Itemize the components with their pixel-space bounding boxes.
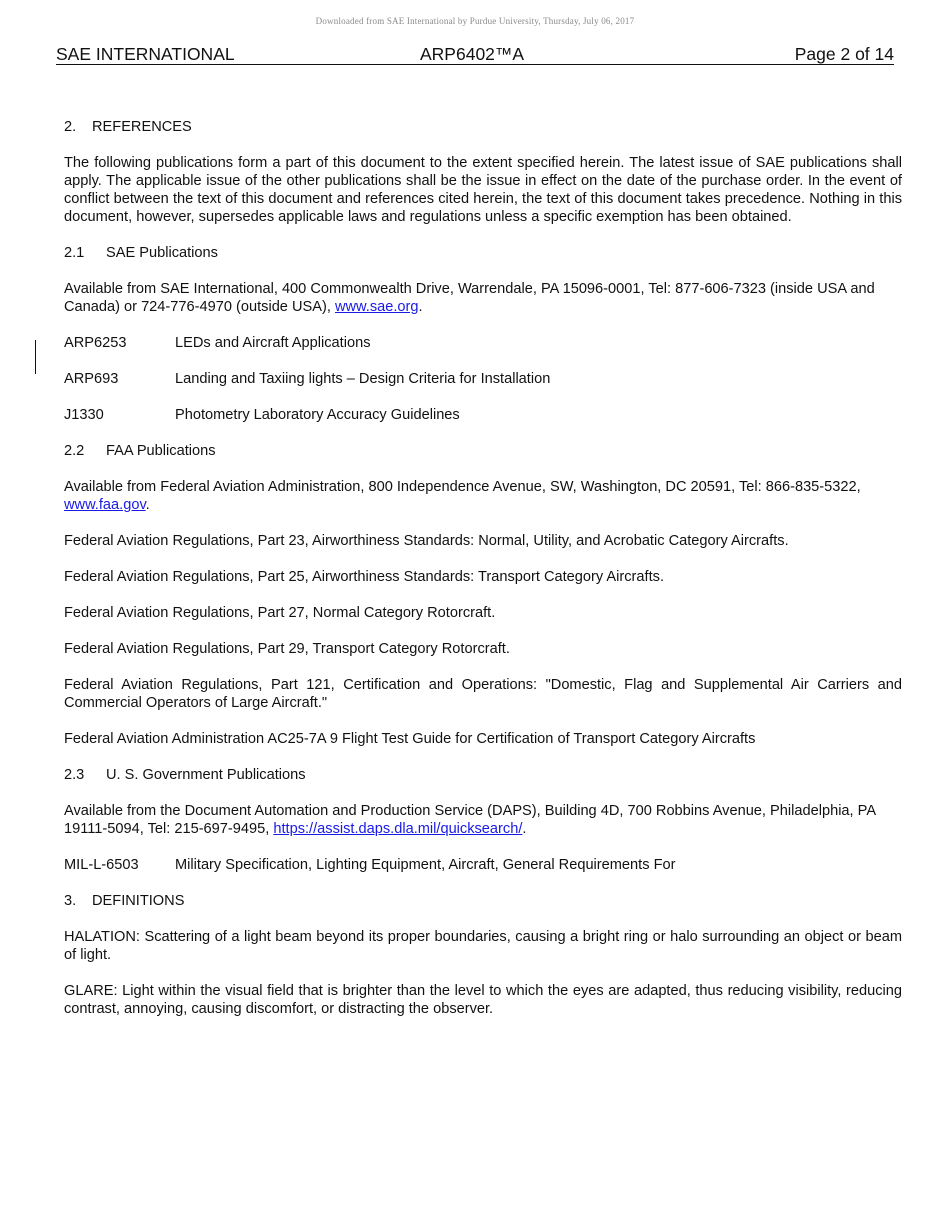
revision-change-bar: [35, 340, 36, 374]
reference-entry: [64, 370, 902, 388]
reference-title: Military Specification, Lighting Equipment, Aircraft, General Requirements For: [175, 857, 676, 873]
sentence-end: .: [418, 299, 423, 315]
section-number: 2.: [64, 119, 77, 135]
section-heading-definitions: [64, 892, 902, 910]
availability-text: Available from the Document Automation and Production Service (DAPS), Building 4D, 700 Robbins Avenue, Philadelphia, PA 19111-5094, Tel: 215-697-9495,: [64, 803, 876, 837]
reference-entry: [64, 406, 902, 424]
subsection-title: FAA Publications: [106, 443, 216, 459]
sae-website-link[interactable]: www.sae.org: [334, 299, 419, 315]
reference-code: MIL-L-6503: [64, 857, 139, 873]
header-doc-id: ARP6402™A: [420, 44, 525, 64]
assist-quicksearch-link[interactable]: https://assist.daps.dla.mil/quicksearch/: [273, 821, 523, 837]
references-intro-paragraph: The following publications form a part of this document to the extent specified herein. The latest issue of SAE publications shall apply. The applicable issue of the other publications shall be the issue in effect on the date of the purchase order. In the event of conflict between the text of this document and references cited herein, the text of this document takes precedence. Nothing in this document, however, supersedes applicable laws and regulations unless a specific exemption has been obtained.: [64, 155, 902, 225]
section-heading-references: [64, 118, 902, 136]
sae-availability-paragraph: [64, 280, 902, 316]
subsection-heading-government-publications: [64, 766, 902, 784]
header-page-number: Page 2 of 14: [794, 44, 894, 64]
reference-title: Landing and Taxiing lights – Design Criteria for Installation: [175, 371, 551, 387]
subsection-number: 2.2: [64, 443, 85, 459]
definition-glare: GLARE: Light within the visual field that is brighter than the level to which the eyes are adapted, thus reducing visibility, reducing contrast, annoying, causing discomfort, or distracting the observer.: [64, 983, 902, 1017]
reference-entry: [64, 856, 902, 874]
reference-title: Photometry Laboratory Accuracy Guidelines: [175, 407, 460, 423]
faa-reference-item: Federal Aviation Regulations, Part 121, Certification and Operations: "Domestic, Flag and Supplemental Air Carriers and Commercial Operators of Large Aircraft.": [64, 677, 902, 711]
document-body: [64, 118, 902, 1036]
faa-availability-paragraph: [64, 478, 902, 514]
subsection-heading-sae-publications: [64, 244, 902, 262]
faa-reference-item: Federal Aviation Regulations, Part 23, Airworthiness Standards: Normal, Utility, and Acrobatic Category Aircrafts.: [64, 533, 789, 549]
reference-title: LEDs and Aircraft Applications: [175, 335, 371, 351]
subsection-title: SAE Publications: [106, 245, 218, 261]
faa-reference-item: Federal Aviation Regulations, Part 29, Transport Category Rotorcraft.: [64, 641, 510, 657]
faa-reference-item: Federal Aviation Regulations, Part 27, Normal Category Rotorcraft.: [64, 605, 496, 621]
section-title: REFERENCES: [92, 119, 192, 135]
download-watermark: Downloaded from SAE International by Purdue University, Thursday, July 06, 2017: [315, 16, 635, 26]
faa-reference-item: Federal Aviation Regulations, Part 25, Airworthiness Standards: Transport Category Aircrafts.: [64, 569, 664, 585]
sentence-end: .: [522, 821, 527, 837]
reference-code: J1330: [64, 407, 104, 423]
sentence-end: .: [145, 497, 150, 513]
faa-reference-item: Federal Aviation Administration AC25-7A 9 Flight Test Guide for Certification of Transport Category Aircrafts: [64, 731, 756, 747]
availability-text: Available from SAE International, 400 Commonwealth Drive, Warrendale, PA 15096-0001, Tel: 877-606-7323 (inside USA and Canada) or 724-776-4970 (outside USA),: [64, 281, 875, 315]
subsection-heading-faa-publications: [64, 442, 902, 460]
section-number: 3.: [64, 893, 77, 909]
reference-entry: [64, 334, 902, 352]
subsection-number: 2.1: [64, 245, 85, 261]
faa-website-link[interactable]: www.faa.gov: [64, 497, 146, 513]
section-title: DEFINITIONS: [92, 893, 185, 909]
reference-code: ARP693: [64, 371, 119, 387]
subsection-title: U. S. Government Publications: [106, 767, 306, 783]
header-org: SAE INTERNATIONAL: [56, 44, 235, 64]
availability-text: Available from Federal Aviation Administration, 800 Independence Avenue, SW, Washington, DC 20591, Tel: 866-835-5322,: [64, 479, 861, 495]
page-header: [56, 44, 894, 65]
definition-halation: HALATION: Scattering of a light beam beyond its proper boundaries, causing a bright ring or halo surrounding an object or beam of light.: [64, 929, 902, 963]
subsection-number: 2.3: [64, 767, 85, 783]
reference-code: ARP6253: [64, 335, 127, 351]
daps-availability-paragraph: [64, 802, 902, 838]
